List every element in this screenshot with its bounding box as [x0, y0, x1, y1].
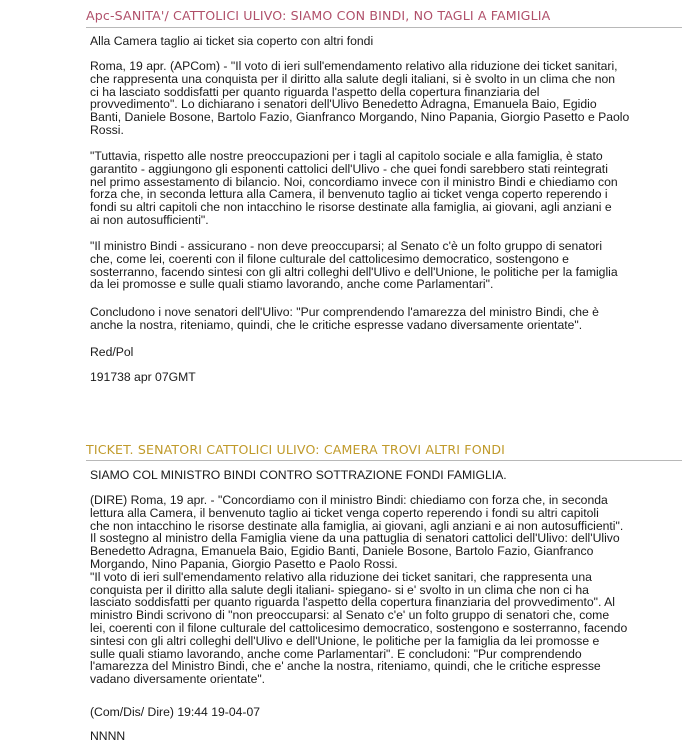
end-mark: NNNN — [90, 729, 126, 743]
headline-rule — [86, 460, 682, 461]
headline-apcom: Apc-SANITA'/ CATTOLICI ULIVO: SIAMO CON BINDI, NO TAGLI A FAMIGLIA — [86, 8, 551, 23]
paragraph-3: "Il ministro Bindi - assicurano - non deve preoccuparsi; al Senato c'è un folto gruppo di senatori che, come lei, coerenti con il filone culturale del cattolicesimo democratico, sostengono e sosterranno, facendo sintesi con gli altri colleghi dell'Ulivo e dell'Unione, le politiche per la famiglia da lei promosse e sulle quali stiamo lavorando, anche come Parlamentari". — [90, 239, 618, 292]
paragraph-1: Roma, 19 apr. (APCom) - "Il voto di ieri sull'emendamento relativo alla riduzione dei ticket sanitari, che rappresenta una conquista per il diritto alla salute degli italiani, si è svolto in un clima che non ci ha lasciato soddisfatti per quanto riguarda l'aspetto della copertura finanziaria del provvedimento". Lo dichiarano i senatori dell'Ulivo Benedetto Adragna, Emanuela Baio, Egidio Banti, Daniele Bosone, Bartolo Fazio, Gianfranco Morgando, Nino Papania, Giorgio Pasetto e Paolo Rossi. — [90, 59, 630, 137]
dateline-dire: (Com/Dis/ Dire) 19:44 19-04-07 — [90, 705, 261, 719]
signature: Red/Pol — [90, 345, 134, 359]
body-dire: (DIRE) Roma, 19 apr. - "Concordiamo con il ministro Bindi: chiediamo con forza che, in seconda lettura alla Camera, il benvenuto taglio ai ticket venga coperto reperendo i fondi su altri capitoli che non intacchino le risorse destinate alla famiglia, ai giovani, agli anziani e ai non autosufficienti". Il sostegno al ministro della Famiglia viene da una pattuglia di senatori cattolici dell'Ulivo: dell'Ulivo Benedetto Adragna, Emanuela Baio, Egidio Banti, Daniele Bosone, Bartolo Fazio, Gianfranco Morgando, Nino Papania, Giorgio Pasetto e Paolo Rossi. "Il voto di ieri sull'emendamento relativo alla riduzione dei ticket sanitari, che rappresenta una conquista per il diritto alla salute degli italiani- spiegano- si e' svolto in un clima che non ci ha lasciato soddisfatti per quanto riguarda l'aspetto della copertura finanziaria del provvedimento". Al ministro Bindi scrivono di "non preoccuparsi: al Senato c'e' un folto gruppo di senatori che, come lei, coerenti con il filone culturale del cattolicesimo democratico, sostengono e sosterranno, facendo sintesi con gli altri colleghi dell'Ulivo e dell'Unione, le politiche per la famiglia da lei promosse e sulle quali stiamo lavorando, anche come Parlamentari". E concludoni: "Pur comprendendo l'amarezza del Ministro Bindi, che e' anche la nostra, riteniamo, quindi, che le critiche espresse vadano diversamente orientate". — [90, 493, 628, 687]
subhead-dire: SIAMO COL MINISTRO BINDI CONTRO SOTTRAZIONE FONDI FAMIGLIA. — [90, 468, 507, 482]
headline-rule — [86, 27, 682, 28]
subhead-apcom: Alla Camera taglio ai ticket sia coperto con altri fondi — [90, 34, 374, 48]
headline-dire: TICKET. SENATORI CATTOLICI ULIVO: CAMERA TROVI ALTRI FONDI — [86, 442, 506, 457]
paragraph-4: Concludono i nove senatori dell'Ulivo: "Pur comprendendo l'amarezza del ministro Bindi, che è anche la nostra, riteniamo, quindi, che le critiche espresse vadano diversamente orientate". — [90, 305, 599, 332]
dateline-apcom: 191738 apr 07GMT — [90, 370, 196, 384]
paragraph-2: "Tuttavia, rispetto alle nostre preoccupazioni per i tagli al capitolo sociale e alla famiglia, è stato garantito - aggiungono gli esponenti cattolici dell'Ulivo - che quei fondi sarebbero stati reintegrati nel primo assestamento di bilancio. Noi, concordiamo invece con il ministro Bindi e chiediamo con forza che, in seconda lettura alla Camera, il benvenuto taglio ai ticket venga coperto reperendo i fondi su altri capitoli che non intacchino le risorse destinate alla famiglia, ai giovani, agli anziani e ai non autosufficienti". — [90, 149, 618, 227]
